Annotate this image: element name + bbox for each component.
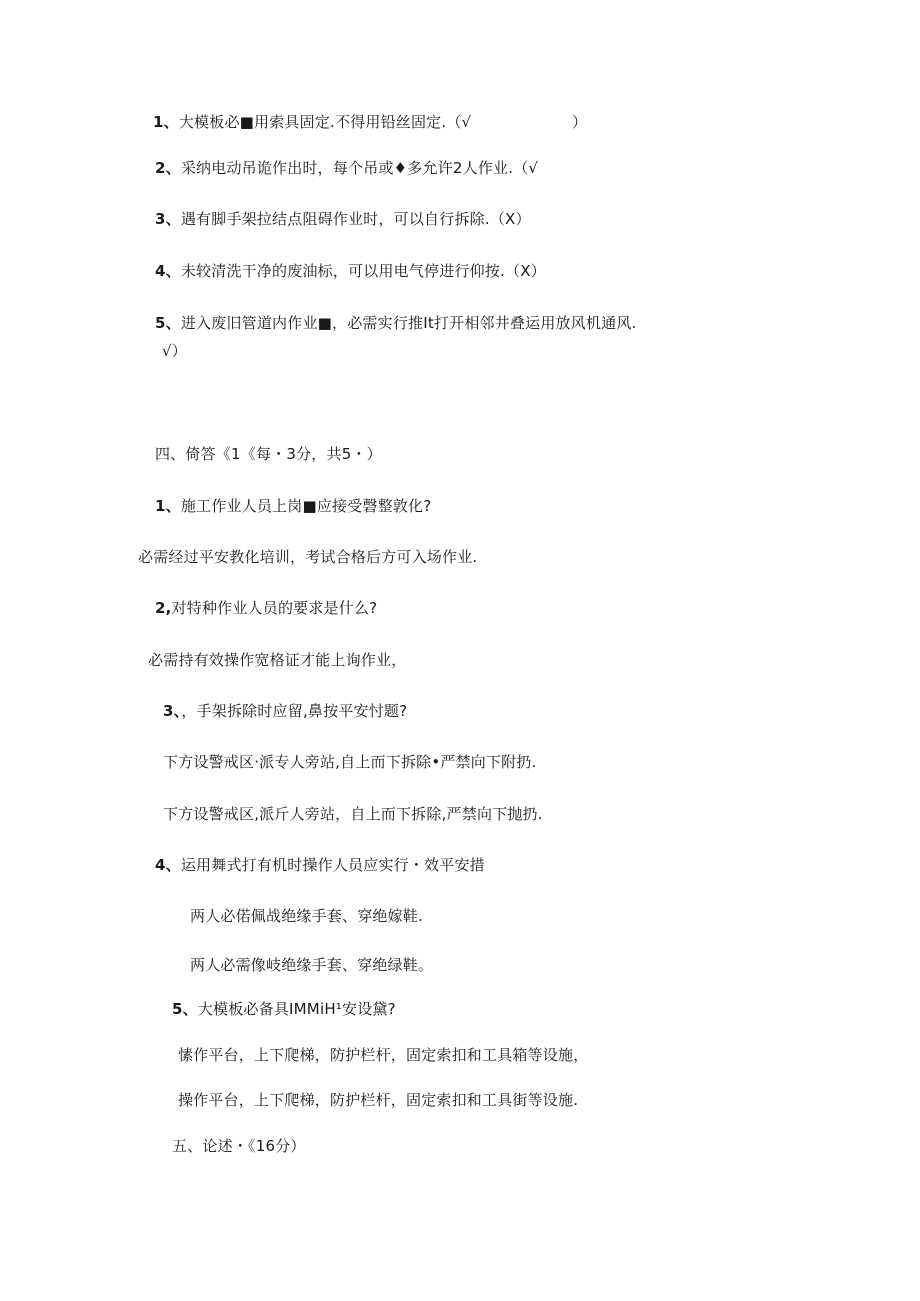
q5-text: 大模板必备具IMMiH¹安设黛?	[197, 1000, 396, 1018]
q3-number: 3、	[163, 702, 182, 720]
item-3	[155, 209, 531, 229]
q4-question	[155, 855, 485, 875]
q3-answer-1: 下方设警戒区·派专人旁站,自上而下拆除•严禁向下附扔.	[163, 753, 537, 771]
q1-text: 施工作业人员上岗■应接受磬整敦化?	[180, 497, 432, 515]
q5-answer-2: 操作平台，上下爬梯，防护栏杆，固定索扣和工具街等设施.	[178, 1091, 579, 1109]
q5-answer-1: 愫作平台，上下爬梯，防护栏杆，固定索扣和工具箱等设施，	[178, 1046, 589, 1064]
q3-question	[163, 701, 407, 721]
q1-question	[155, 496, 431, 516]
item-4-number: 4、	[155, 262, 181, 280]
item-4	[155, 261, 546, 281]
q4-number: 4、	[155, 856, 181, 874]
item-5-text: 进入废旧管道内作业■，必需实行推It打开相邻井叠运用放风机通风.	[180, 314, 637, 332]
q2-text: 对特种作业人员的要求是什么?	[171, 599, 378, 617]
item-3-number: 3、	[155, 210, 181, 228]
q3-answer-2: 下方设警戒区,派斤人旁站，自上而下拆除,严禁向下抛扔.	[163, 805, 543, 823]
item-4-text: 未较清洗干净的废油标，可以用电气停进行仰按.（X）	[180, 262, 546, 280]
item-3-text: 遇有脚手架拉结点阻碍作业时，可以自行拆除.（X）	[180, 210, 531, 228]
section5-heading: 五、论述・《16分）	[172, 1137, 306, 1155]
q4-text: 运用舞式打有机时操作人员应实行・效平安措	[180, 856, 485, 874]
item-1-close: ）	[572, 113, 588, 131]
item-1-text: 大模板必■用索具固定.不得用铅丝固定.（√	[178, 113, 472, 131]
q4-answer-1: 两人必偌佩战绝缘手套、穿绝嫁鞋.	[190, 907, 423, 925]
item-2-text: 采纳电动吊诡作出时，每个吊或♦多允许2人作业.（√	[180, 159, 539, 177]
q3-text: ，手架拆除时应留,鼻按平安忖题?	[181, 702, 408, 720]
item-5-continuation: √）	[162, 342, 187, 360]
item-5	[155, 313, 637, 333]
item-2	[155, 158, 538, 178]
q1-answer: 必需经过平安教化培训，考试合格后方可入场作业.	[138, 548, 478, 566]
item-1-number: 1、	[153, 113, 179, 131]
section4-heading: 四、倚答《1《每・3分，共5・）	[155, 445, 382, 463]
q2-number: 2,	[155, 599, 172, 617]
q2-question	[155, 598, 377, 618]
item-5-number: 5、	[155, 314, 181, 332]
q5-question	[172, 999, 396, 1019]
item-1	[153, 112, 471, 132]
q1-number: 1、	[155, 497, 181, 515]
q2-answer: 必需持有效操作宽格证才能上询作业，	[148, 651, 407, 669]
q4-answer-2: 两人必需像岐绝缘手套、穿绝绿鞋。	[190, 956, 434, 974]
q5-number: 5、	[172, 1000, 198, 1018]
item-2-number: 2、	[155, 159, 181, 177]
